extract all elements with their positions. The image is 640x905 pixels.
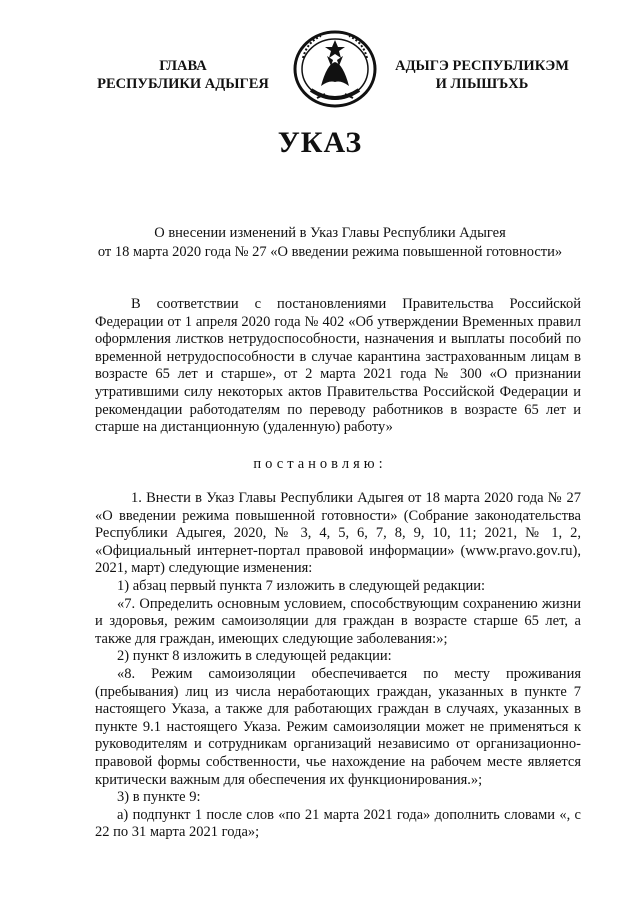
item-1-sub-2: 2) пункт 8 изложить в следующей редакции: <box>117 648 392 665</box>
preamble-block <box>95 296 581 437</box>
header-left <box>88 57 278 93</box>
item-1-sub-3: 3) в пункте 9: <box>117 789 201 806</box>
preamble-paragraph: В соответствии с постановлениями Правительства Российской Федерации от 1 апреля 2020 года № 402 «Об утверждении Временных правил оформления листков нетрудоспособности, назначения и выплаты пособий по временной нетрудоспособности в случае карантина застрахованным лицам в возрасте 65 лет и старше», от 2 марта 2021 года № 300 «О признании утратившими силу некоторых актов Правительства Российской Федерации и рекомендации работодателям по переводу работников в возрасте 65 лет и старше на дистанционную (удаленную) работу» <box>95 296 581 436</box>
items-block <box>95 490 581 842</box>
header-left-line1: ГЛАВА <box>159 58 207 74</box>
header-right-line1: АДЫГЭ РЕСПУБЛИКЭМ <box>395 58 569 74</box>
item-1-paragraph: 1. Внести в Указ Главы Республики Адыгея от 18 марта 2020 года № 27 «О введении режима повышенной готовности» (Собрание законодательства Республики Адыгея, 2020, № 3, 4, 5, 6, 7, 8, 9, 10, 11; 2021, № 1, 2, «Официальный интернет-портал правовой информации» (www.pravo.gov.ru), 2021, март) следующие изменения: <box>95 490 581 577</box>
decree-word: постановляю: <box>253 456 387 472</box>
subject-line2: от 18 марта 2020 года № 27 «О введении режима повышенной готовности» <box>97 244 563 260</box>
header-left-line2: РЕСПУБЛИКИ АДЫГЕЯ <box>97 76 269 92</box>
header-right <box>392 57 572 93</box>
document-subject <box>60 224 600 262</box>
quote-point-7: «7. Определить основным условием, способствующим сохранению жизни и здоровья, режим самоизоляции для граждан в возрасте старше 65 лет, а также для граждан, имеющих следующие заболевания:»; <box>95 595 581 647</box>
item-1-sub-3a: а) подпункт 1 после слов «по 21 марта 2021 года» дополнить словами «, с 22 по 31 марта 2021 года»; <box>95 806 581 841</box>
document-title: УКАЗ <box>277 126 363 159</box>
republic-of-adygea-coat-of-arms-icon <box>291 28 379 114</box>
header-right-line2: И ЛІЫШЪХЬ <box>435 76 529 92</box>
item-1-sub-1: 1) абзац первый пункта 7 изложить в следующей редакции: <box>117 577 486 594</box>
quote-point-8: «8. Режим самоизоляции обеспечивается по месту проживания (пребывания) лиц из числа неработающих граждан, указанных в пункте 7 настоящего Указа, а также для работающих граждан в случаях, указанных в пункте 9.1 настоящего Указа. Режим самоизоляции может не применяться к руководителям и сотрудникам организаций независимо от организационно-правовой формы собственности, чье нахождение на рабочем месте является критически важным для обеспечения их функционирования.»; <box>95 665 581 788</box>
subject-line1: О внесении изменений в Указ Главы Республики Адыгея <box>154 225 506 241</box>
